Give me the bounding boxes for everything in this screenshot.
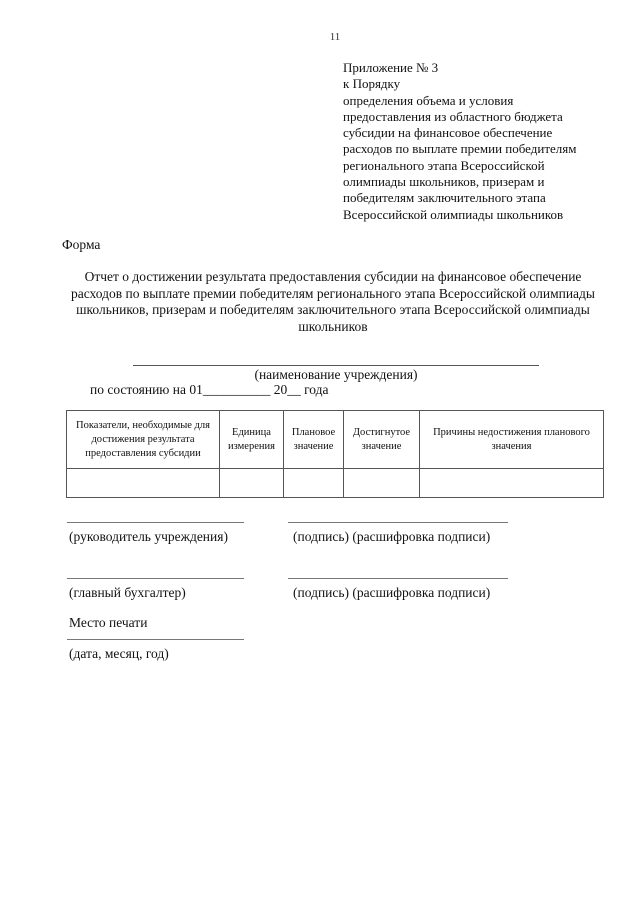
table-cell xyxy=(420,469,604,498)
table-cell xyxy=(220,469,284,498)
date-signature-line xyxy=(67,639,244,640)
column-header-reasons: Причины недостижения планового значения xyxy=(420,411,604,469)
head-label: (руководитель учреждения) xyxy=(69,529,228,544)
appendix-line: олимпиады школьников, призерам и xyxy=(343,174,545,190)
appendix-line: регионального этапа Всероссийской xyxy=(343,157,545,173)
appendix-line: победителям заключительного этапа xyxy=(343,190,546,206)
appendix-line: Приложение № 3 xyxy=(343,60,439,75)
column-header-unit: Единица измерения xyxy=(220,411,284,469)
appendix-line: Всероссийской олимпиады школьников xyxy=(343,206,564,222)
head-signature-line xyxy=(67,522,244,523)
date-line: по состоянию на 01__________ 20__ года xyxy=(90,382,329,397)
institution-name-line xyxy=(133,365,539,366)
date-label: (дата, месяц, год) xyxy=(69,646,169,661)
report-title-line: школьников xyxy=(298,318,368,334)
appendix-line: определения объема и условия xyxy=(343,92,514,108)
appendix-line: к Порядку xyxy=(343,76,401,92)
column-header-planned: Плановое значение xyxy=(284,411,344,469)
appendix-line: предоставления из областного бюджета xyxy=(343,108,563,124)
table-cell xyxy=(67,469,220,498)
report-table xyxy=(66,410,604,498)
accountant-signature-line xyxy=(67,578,244,579)
column-header-achieved: Достигнутое значение xyxy=(344,411,420,469)
accountant-sign-label: (подпись) (расшифровка подписи) xyxy=(293,585,491,600)
table-cell xyxy=(284,469,344,498)
appendix-header xyxy=(343,60,623,223)
table-cell xyxy=(344,469,420,498)
head-sign-decoding-line xyxy=(288,522,508,523)
accountant-label: (главный бухгалтер) xyxy=(69,585,186,600)
accountant-sign-decoding-line xyxy=(288,578,508,579)
stamp-label: Место печати xyxy=(69,615,148,630)
appendix-line: расходов по выплате премии победителям xyxy=(343,141,577,157)
report-title-line: Отчет о достижении результата предоставления субсидии на финансовое обеспечение xyxy=(84,269,582,284)
form-label: Форма xyxy=(62,237,101,252)
report-title-line: расходов по выплате премии победителям регионального этапа Всероссийской олимпиады xyxy=(71,285,595,301)
institution-label: (наименование учреждения) xyxy=(254,367,418,382)
appendix-line: субсидии на финансовое обеспечение xyxy=(343,125,553,141)
head-sign-label: (подпись) (расшифровка подписи) xyxy=(293,529,491,544)
table-row xyxy=(67,469,604,498)
report-title-line: школьников, призерам и победителям заключительного этапа Всероссийской олимпиады xyxy=(76,302,590,317)
table-header-row xyxy=(67,411,604,469)
report-title xyxy=(50,269,616,335)
column-header-indicators: Показатели, необходимые для достижения результата предоставления субсидии xyxy=(67,411,220,469)
page-number: 11 xyxy=(329,31,341,43)
